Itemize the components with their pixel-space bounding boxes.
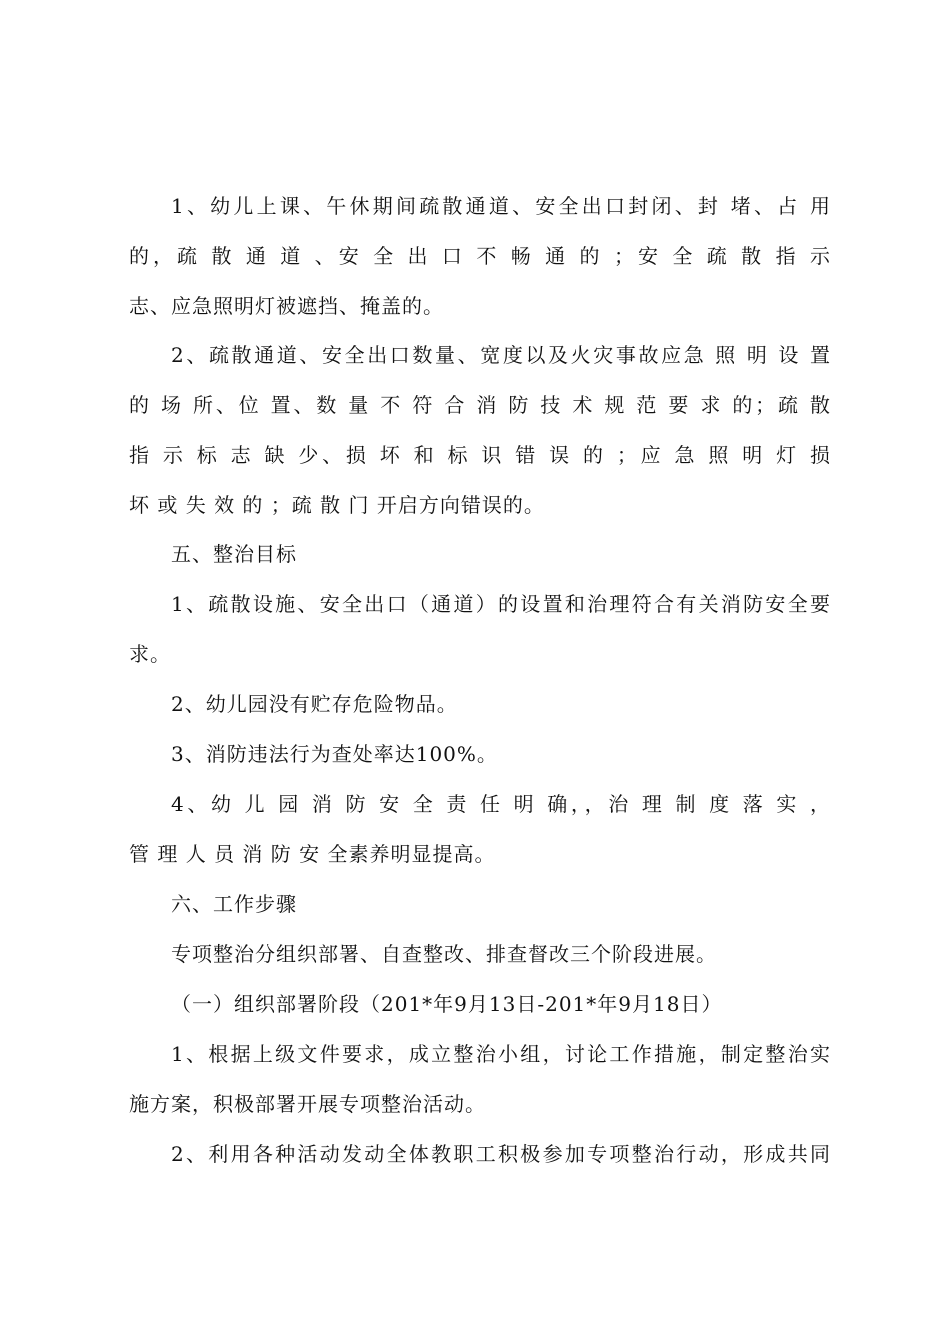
text-line: 求。: [129, 642, 171, 666]
paragraph-evacuation-blocked: [129, 181, 831, 331]
section-heading-steps: [129, 879, 831, 929]
text-line: 1、根据上级文件要求，成立整治小组，讨论工作措施，制定整治实: [171, 1042, 831, 1066]
heading-text: 五、整治目标: [171, 542, 297, 566]
text-line: 坏 或 失 效 的 ；疏 散 门 开启方向错误的。: [129, 493, 545, 517]
text-line: 2、疏散通道、安全出口数量、宽度以及火灾事故应急 照 明 设 置: [171, 343, 831, 367]
paragraph-evacuation-nonconforming: [129, 330, 831, 530]
paragraph-goal-3: [129, 729, 831, 779]
text-line: 指 示 标 志 缺 少、损 坏 和 标 识 错 误 的 ；应 急 照 明 灯 损: [129, 443, 831, 467]
text-line: 1、疏散设施、安全出口（通道）的设置和治理符合有关消防安全要: [171, 592, 831, 616]
section-heading-goals: [129, 529, 831, 579]
text-line: 的 场 所、位 置、数 量 不 符 合 消 防 技 术 规 范 要 求 的；疏 散: [129, 393, 831, 417]
paragraph-steps-overview: [129, 929, 831, 979]
paragraph-goal-4: [129, 779, 831, 879]
text-line: 1、幼儿上课、午休期间疏散通道、安全出口封闭、封 堵、占 用: [171, 194, 831, 218]
text-line: 2、幼儿园没有贮存危险物品。: [171, 692, 458, 716]
paragraph-phase-item-1: [129, 1029, 831, 1129]
text-line: 管 理 人 员 消 防 安 全素养明显提高。: [129, 842, 496, 866]
paragraph-goal-1: [129, 579, 831, 679]
text-line: 志、应急照明灯被遮挡、掩盖的。: [129, 294, 444, 318]
text-line: 2、利用各种活动发动全体教职工积极参加专项整治行动，形成共同: [171, 1142, 831, 1166]
text-line: 专项整治分组织部署、自查整改、排查督改三个阶段进展。: [171, 942, 717, 966]
text-line: （一）组织部署阶段（201*年9月13日-201*年9月18日）: [171, 992, 723, 1016]
text-line: 施方案，积极部署开展专项整治活动。: [129, 1092, 486, 1116]
text-line: 4、幼 儿 园 消 防 安 全 责 任 明 确，，治 理 制 度 落 实 ，: [171, 792, 831, 816]
text-line: 的，疏 散 通 道 、安 全 出 口 不 畅 通 的 ；安 全 疏 散 指 示: [129, 244, 831, 268]
paragraph-goal-2: [129, 679, 831, 729]
text-line: 3、消防违法行为查处率达100%。: [171, 742, 498, 766]
heading-text: 六、工作步骤: [171, 892, 297, 916]
paragraph-phase-item-2: [129, 1129, 831, 1179]
subheading-phase-1: [129, 979, 831, 1029]
